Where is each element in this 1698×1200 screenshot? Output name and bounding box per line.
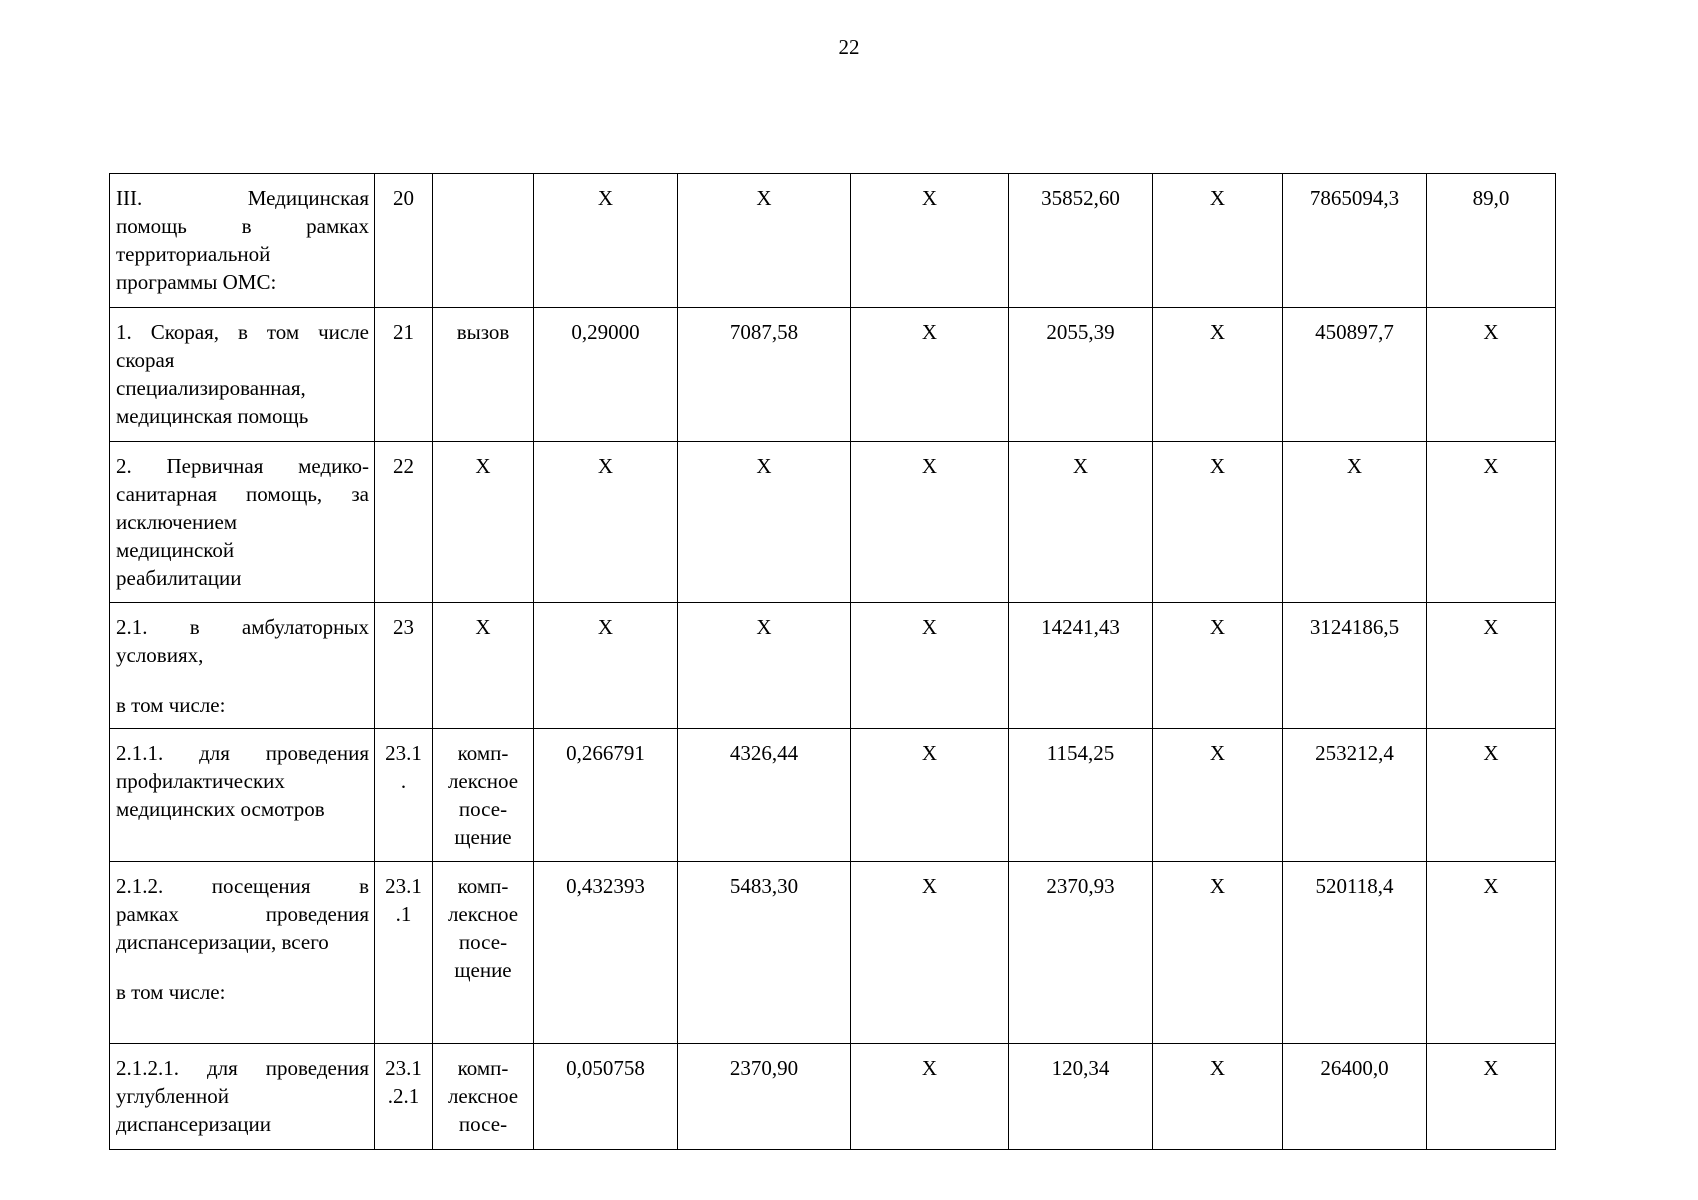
- row-value-cell-c4: 0,432393: [534, 862, 678, 1044]
- row-name-line: 2.1.2. посещения в: [116, 874, 369, 898]
- row-name-line: 1. Скорая, в том числе: [116, 320, 369, 344]
- table-row: [110, 729, 1556, 862]
- row-value-cell-c10: X: [1427, 862, 1556, 1044]
- row-name-line: 2.1. в амбулаторных: [116, 615, 369, 639]
- row-unit-cell: [433, 308, 534, 442]
- table-row: [110, 442, 1556, 603]
- row-unit-line: посе-: [458, 930, 508, 954]
- row-value-cell-c6: X: [851, 862, 1009, 1044]
- row-value-cell-c9: 3124186,5: [1283, 603, 1427, 729]
- row-unit-cell: [433, 729, 534, 862]
- row-name-line: профилактических: [116, 769, 285, 793]
- row-value-cell-c5: 5483,30: [678, 862, 851, 1044]
- row-value-cell-c8: X: [1153, 1044, 1283, 1150]
- row-unit-line: X: [475, 454, 491, 478]
- row-unit-line: комп-: [457, 741, 509, 765]
- row-unit-cell: [433, 862, 534, 1044]
- row-code-cell: [375, 603, 433, 729]
- row-value-cell-c5: X: [678, 174, 851, 308]
- row-value-cell-c10: X: [1427, 442, 1556, 603]
- row-name-cell: [110, 174, 375, 308]
- row-unit-cell: [433, 603, 534, 729]
- row-unit-line: комп-: [457, 874, 509, 898]
- row-unit-line: щение: [454, 958, 512, 982]
- row-value-cell-c4: X: [534, 603, 678, 729]
- row-value-cell-c10: X: [1427, 729, 1556, 862]
- row-value-cell-c8: X: [1153, 729, 1283, 862]
- row-name-cell: [110, 308, 375, 442]
- row-value-cell-c5: X: [678, 442, 851, 603]
- row-value-cell-c7: 120,34: [1009, 1044, 1153, 1150]
- row-unit-line: щение: [454, 825, 512, 849]
- row-name-spacer: [116, 669, 369, 691]
- row-name-line: скорая: [116, 348, 175, 372]
- row-value-cell-c9: 520118,4: [1283, 862, 1427, 1044]
- row-unit-line: посе-: [458, 1112, 508, 1136]
- row-value-cell-c7: 2370,93: [1009, 862, 1153, 1044]
- row-value-cell-c6: X: [851, 308, 1009, 442]
- row-name-line: 2.1.2.1. для проведения: [116, 1056, 369, 1080]
- row-value-cell-c4: X: [534, 442, 678, 603]
- row-value-cell-c4: 0,266791: [534, 729, 678, 862]
- row-name-line: медицинских осмотров: [116, 797, 325, 821]
- row-name-line: программы ОМС:: [116, 270, 277, 294]
- row-value-cell-c8: X: [1153, 308, 1283, 442]
- row-name-cell: [110, 442, 375, 603]
- row-name-line: помощь в рамках: [116, 214, 369, 238]
- row-value-cell-c8: X: [1153, 603, 1283, 729]
- row-code-cell: [375, 174, 433, 308]
- row-code-line: 23: [393, 615, 414, 639]
- row-value-cell-c5: 7087,58: [678, 308, 851, 442]
- data-table: [109, 173, 1556, 1150]
- row-value-cell-c7: 14241,43: [1009, 603, 1153, 729]
- row-value-cell-c6: X: [851, 174, 1009, 308]
- row-code-cell: [375, 308, 433, 442]
- row-value-cell-c9: 26400,0: [1283, 1044, 1427, 1150]
- row-name-line: санитарная помощь, за: [116, 482, 369, 506]
- row-code-cell: [375, 442, 433, 603]
- row-code-line: 22: [393, 454, 414, 478]
- table-row: [110, 308, 1556, 442]
- row-code-line: 23.1: [385, 874, 422, 898]
- row-code-line: 20: [393, 186, 414, 210]
- row-name-line: реабилитации: [116, 566, 242, 590]
- row-name-line: рамках проведения: [116, 902, 369, 926]
- row-value-cell-c4: 0,29000: [534, 308, 678, 442]
- table-row: [110, 603, 1556, 729]
- row-unit-line: комп-: [457, 1056, 509, 1080]
- table-row: [110, 1044, 1556, 1150]
- row-value-cell-c6: X: [851, 1044, 1009, 1150]
- row-value-cell-c10: X: [1427, 1044, 1556, 1150]
- row-value-cell-c7: X: [1009, 442, 1153, 603]
- row-value-cell-c10: X: [1427, 308, 1556, 442]
- page-number: 22: [838, 35, 860, 59]
- row-unit-line: вызов: [456, 320, 510, 344]
- row-value-cell-c6: X: [851, 442, 1009, 603]
- row-name-line: 2.1.1. для проведения: [116, 741, 369, 765]
- row-value-cell-c5: 4326,44: [678, 729, 851, 862]
- row-unit-cell: [433, 442, 534, 603]
- row-value-cell-c9: 253212,4: [1283, 729, 1427, 862]
- row-value-cell-c10: X: [1427, 603, 1556, 729]
- row-code-line: 23.1: [385, 1056, 422, 1080]
- row-name-line: медицинской: [116, 538, 235, 562]
- row-code-line: 21: [393, 320, 414, 344]
- row-unit-line: лексное: [447, 902, 519, 926]
- row-name-line: территориальной: [116, 242, 271, 266]
- row-code-line: .1: [395, 902, 412, 926]
- row-name-line: исключением: [116, 510, 238, 534]
- row-value-cell-c4: X: [534, 174, 678, 308]
- row-code-line: .2.1: [387, 1084, 420, 1108]
- row-value-cell-c4: 0,050758: [534, 1044, 678, 1150]
- row-unit-line: X: [475, 615, 491, 639]
- row-name-line: III. Медицинская: [116, 186, 369, 210]
- row-name-cell: [110, 1044, 375, 1150]
- row-name-line: диспансеризации: [116, 1112, 272, 1136]
- row-name-note: в том числе:: [116, 693, 226, 717]
- row-name-line: специализированная,: [116, 376, 306, 400]
- row-value-cell-c5: X: [678, 603, 851, 729]
- table-row: [110, 862, 1556, 1044]
- row-value-cell-c9: 7865094,3: [1283, 174, 1427, 308]
- row-value-cell-c7: 1154,25: [1009, 729, 1153, 862]
- row-value-cell-c8: X: [1153, 174, 1283, 308]
- row-code-cell: [375, 1044, 433, 1150]
- row-name-cell: [110, 862, 375, 1044]
- row-name-cell: [110, 729, 375, 862]
- row-code-line: .: [400, 769, 407, 793]
- row-name-line: медицинская помощь: [116, 404, 309, 428]
- table-row: [110, 174, 1556, 308]
- row-code-cell: [375, 729, 433, 862]
- row-unit-line: лексное: [447, 1084, 519, 1108]
- row-value-cell-c8: X: [1153, 862, 1283, 1044]
- row-value-cell-c5: 2370,90: [678, 1044, 851, 1150]
- row-unit-line: лексное: [447, 769, 519, 793]
- row-code-cell: [375, 862, 433, 1044]
- row-name-line: диспансеризации, всего: [116, 930, 329, 954]
- row-value-cell-c9: X: [1283, 442, 1427, 603]
- row-value-cell-c10: 89,0: [1427, 174, 1556, 308]
- row-value-cell-c7: 2055,39: [1009, 308, 1153, 442]
- row-value-cell-c8: X: [1153, 442, 1283, 603]
- row-name-note: в том числе:: [116, 980, 226, 1004]
- row-name-line: 2. Первичная медико-: [116, 454, 369, 478]
- row-value-cell-c6: X: [851, 603, 1009, 729]
- row-name-line: углубленной: [116, 1084, 229, 1108]
- row-name-spacer: [116, 956, 369, 978]
- row-unit-cell: [433, 1044, 534, 1150]
- table-body: [110, 174, 1556, 1150]
- row-value-cell-c9: 450897,7: [1283, 308, 1427, 442]
- row-value-cell-c7: 35852,60: [1009, 174, 1153, 308]
- row-value-cell-c6: X: [851, 729, 1009, 862]
- row-code-line: 23.1: [385, 741, 422, 765]
- row-name-line: условиях,: [116, 643, 204, 667]
- row-unit-cell: [433, 174, 534, 308]
- row-name-cell: [110, 603, 375, 729]
- row-unit-line: посе-: [458, 797, 508, 821]
